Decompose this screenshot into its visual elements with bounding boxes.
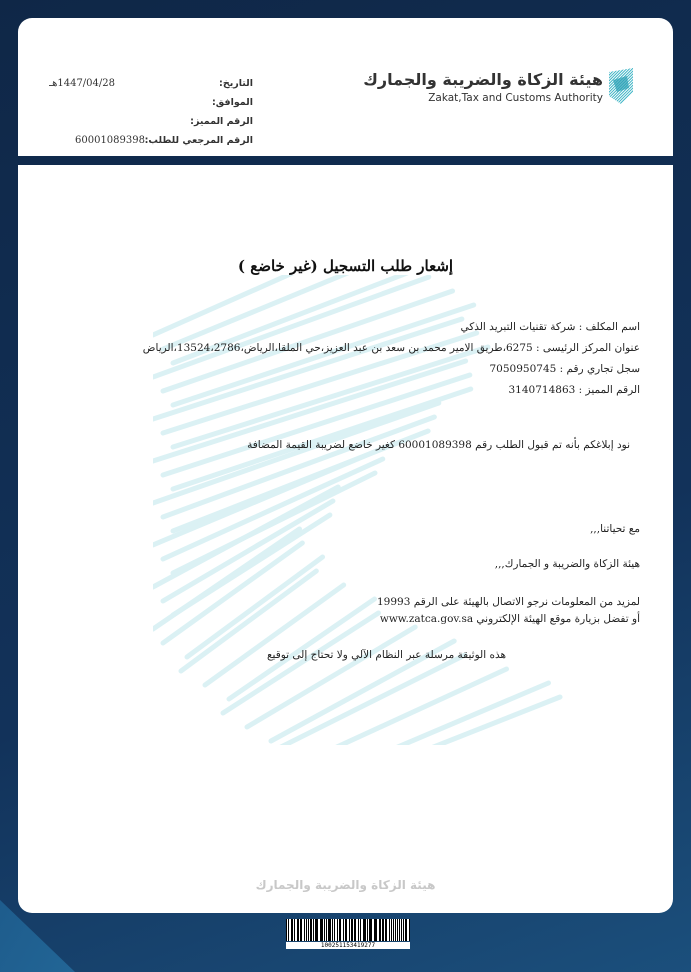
contact-line-2: أو تفضل بزيارة موقع الهيئة الإلكتروني www.zatca.gov.sa bbox=[379, 613, 640, 625]
auto-note: هذه الوثيقة مرسلة عبر النظام الآلي ولا تحتاج إلى توقيع bbox=[266, 649, 506, 661]
barcode-number: 100251153419277 bbox=[286, 942, 410, 949]
commercial-register: سجل تجاري رقم : 7050950745 bbox=[489, 363, 640, 375]
watermark-stripe bbox=[163, 501, 333, 601]
letter-header bbox=[18, 18, 673, 156]
taxpayer-name: اسم المكلف : شركة تقنيات التبريد الذكي bbox=[460, 321, 640, 333]
org-name-ar: هيئة الزكاة والضريبة والجمارك bbox=[363, 70, 603, 89]
barcode bbox=[286, 919, 410, 941]
corresponding-label: الموافق: bbox=[212, 97, 253, 108]
reference-label: الرقم المرجعي للطلب: bbox=[144, 135, 253, 146]
letter-meta bbox=[49, 78, 253, 154]
distinct-number: الرقم المميز : 3140714863 bbox=[508, 384, 640, 396]
zatca-emblem-icon bbox=[607, 68, 635, 104]
zatca-logo bbox=[363, 70, 603, 104]
letter-body bbox=[18, 165, 673, 913]
address: عنوان المركز الرئيسى : 6275،طريق الامير محمد بن سعد بن عبد العزيز،حي الملقا،الرياض،13524،2786،الرياض bbox=[142, 342, 640, 354]
greeting: مع تحياتنا,,, bbox=[590, 523, 640, 535]
contact-line-1: لمزيد من المعلومات نرجو الاتصال بالهيئة على الرقم 19993 bbox=[376, 596, 640, 608]
notice-text: نود إبلاغكم بأنه تم قبول الطلب رقم 60001089398 كغير خاضع لضريبة القيمة المضافة bbox=[247, 439, 630, 451]
watermark-stripe bbox=[187, 557, 323, 657]
date-value: 1447/04/28هـ bbox=[49, 78, 115, 89]
signature: هيئة الزكاة والضريبة و الجمارك,,, bbox=[494, 558, 640, 570]
reference-value: 60001089398 bbox=[75, 135, 145, 146]
watermark-stripe bbox=[153, 403, 439, 503]
taxpayer-details bbox=[80, 321, 640, 405]
org-name-en: Zakat,Tax and Customs Authority bbox=[428, 92, 603, 104]
document-title: إشعار طلب التسجيل (غير خاضع ) bbox=[237, 257, 454, 275]
date-label: التاريخ: bbox=[219, 78, 253, 89]
footer-org-name: هيئة الزكاة والضريبة والجمارك bbox=[255, 878, 436, 892]
distinct-number-label: الرقم المميز: bbox=[190, 116, 253, 127]
